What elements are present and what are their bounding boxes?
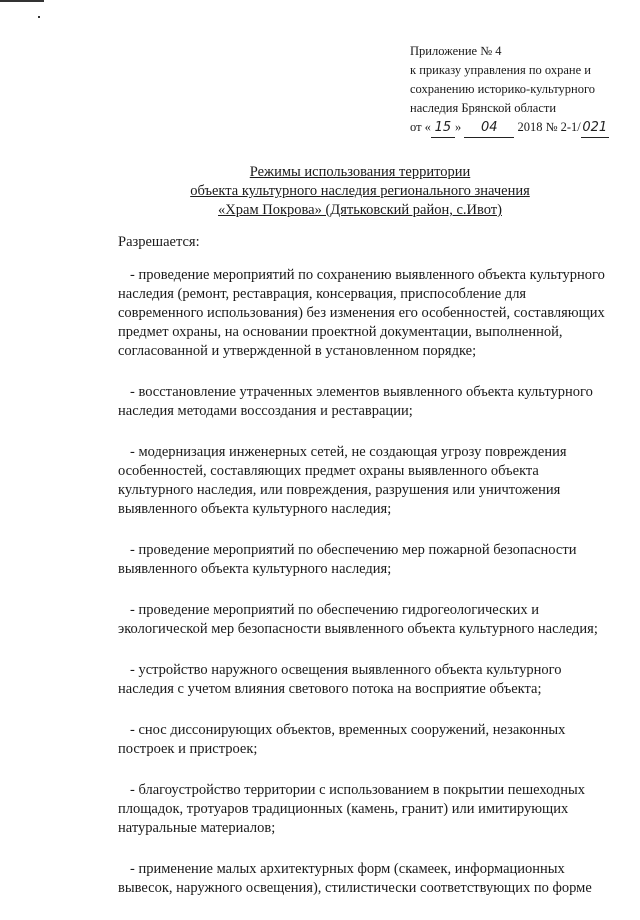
permitted-items-list bbox=[118, 266, 612, 920]
date-prefix: от « bbox=[410, 120, 431, 134]
appendix-line-2: к приказу управления по охране и bbox=[410, 63, 591, 77]
list-item: - проведение мероприятий по обеспечению мер пожарной безопасности выявленного объекта культурного наследия; bbox=[118, 542, 577, 577]
title-line-1: Режимы использования территории bbox=[249, 164, 471, 180]
list-item: - благоустройство территории с использованием в покрытии пешеходных площадок, тротуаров традиционных (камень, гранит) или имитирующих натуральные материалов; bbox=[118, 782, 586, 836]
list-item: - проведение мероприятий по сохранению выявленного объекта культурного наследия (ремонт, реставрация, консервация, приспособление для современного использования) без изменения его особенностей, составляющих предмет охраны, на основании проектной документации, выполненной, согласованной и утвержденной в установленном порядке; bbox=[118, 267, 605, 359]
date-year: 2018 № 2-1/ bbox=[517, 120, 581, 134]
appendix-line-3: сохранению историко-культурного bbox=[410, 82, 596, 96]
list-item: - применение малых архитектурных форм (скамеек, информационных вывесок, наружного освещения), стилистически соответствующих по форме bbox=[118, 861, 592, 896]
list-item: - проведение мероприятий по обеспечению гидрогеологических и экологической мер безопасности выявленного объекта культурного наследия; bbox=[118, 602, 598, 637]
appendix-header bbox=[410, 42, 609, 138]
list-item: - восстановление утраченных элементов выявленного объекта культурного наследия методами воссоздания и реставрации; bbox=[118, 384, 593, 419]
title-line-2: объекта культурного наследия регионального значения bbox=[190, 183, 530, 199]
list-item: - модернизация инженерных сетей, не создающая угрозу повреждения особенностей, составляющих предмет охраны выявленного объекта культурного наследия, или повреждения, разрушения или уничтожения выявленного объекта культурного наследия; bbox=[118, 444, 567, 517]
appendix-line-4: наследия Брянской области bbox=[410, 101, 557, 115]
date-mid: » bbox=[454, 120, 462, 134]
intro-heading: Разрешается: bbox=[118, 234, 200, 250]
appendix-line-1: Приложение № 4 bbox=[410, 44, 502, 58]
scan-mark-dot bbox=[38, 16, 40, 18]
date-day: 15 bbox=[431, 118, 455, 138]
date-month: 04 bbox=[464, 118, 514, 138]
title-line-3: «Храм Покрова» (Дятьковский район, с.Ивот) bbox=[218, 202, 502, 218]
document-title bbox=[110, 163, 610, 220]
list-item: - устройство наружного освещения выявленного объекта культурного наследия с учетом влияния светового потока на восприятие объекта; bbox=[118, 662, 562, 697]
appendix-date-line bbox=[410, 118, 609, 138]
scan-mark-top-line bbox=[0, 0, 44, 2]
order-number: 021 bbox=[581, 118, 609, 138]
list-item: - снос диссонирующих объектов, временных сооружений, незаконных построек и пристроек; bbox=[118, 722, 566, 757]
